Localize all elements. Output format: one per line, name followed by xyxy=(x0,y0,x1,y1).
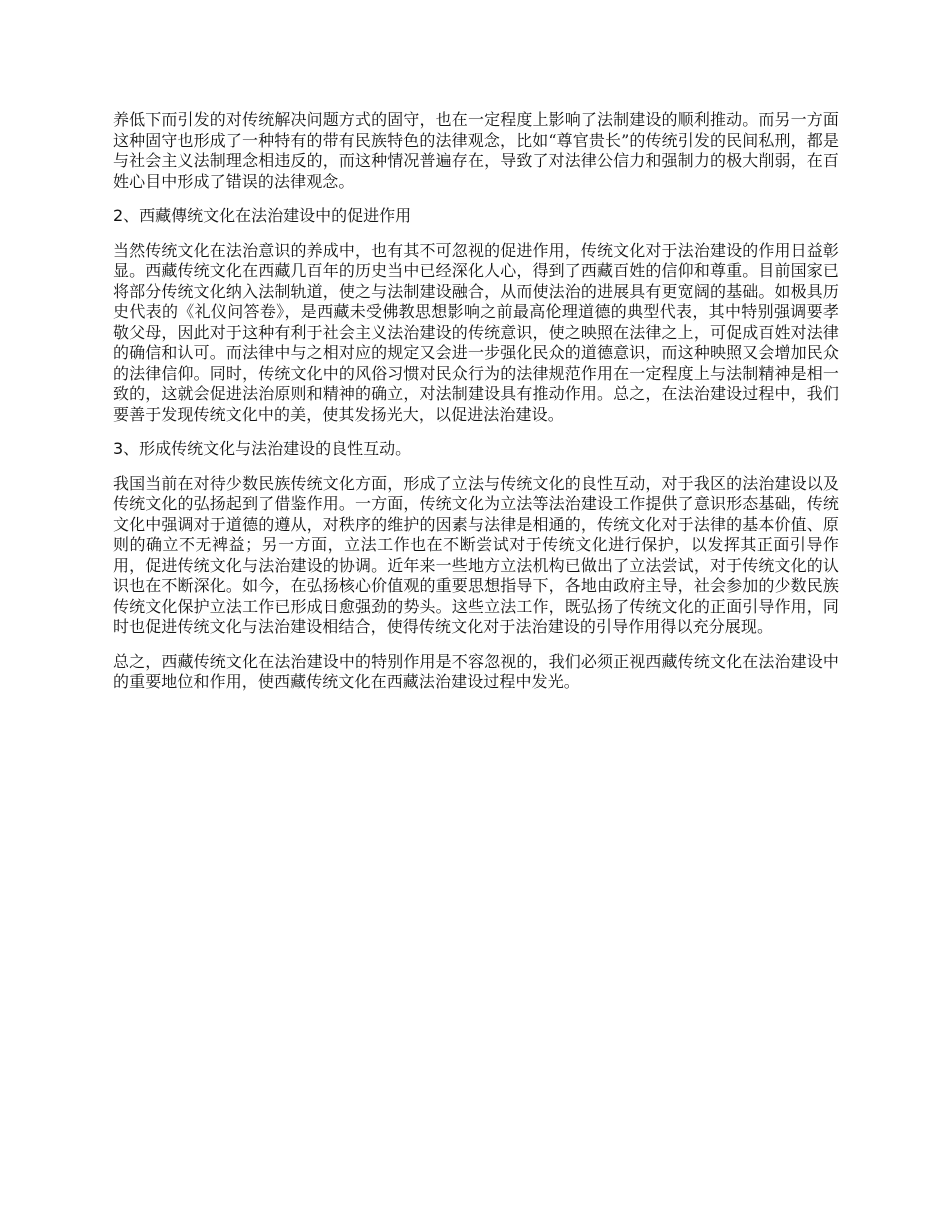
paragraph-continuation: 养低下而引发的对传统解决问题方式的固守，也在一定程度上影响了法制建设的顺利推动。而另一方面这种固守也形成了一种特有的带有民族特色的法律观念，比如“尊官贵长”的传统引发的民间私刑，都是与社会主义法制理念相违反的，而这种情况普遍存在，导致了对法律公信力和强制力的极大削弱，在百姓心目中形成了错误的法律观念。 xyxy=(113,110,839,191)
paragraph-promotion-role: 当然传统文化在法治意识的养成中，也有其不可忽视的促进作用，传统文化对于法治建设的作用日益彰显。西藏传统文化在西藏几百年的历史当中已经深化人心，得到了西藏百姓的信仰和尊重。目前国家已将部分传统文化纳入法制轨道，使之与法制建设融合，从而使法治的进展具有更宽阔的基础。如极具历史代表的《礼仪问答卷》，是西藏未受佛教思想影响之前最高伦理道德的典型代表，其中特别强调要孝敬父母，因此对于这种有利于社会主义法治建设的传统意识，使之映照在法律之上，可促成百姓对法律的确信和认可。而法律中与之相对应的规定又会进一步强化民众的道德意识，而这种映照又会增加民众的法律信仰。同时，传统文化中的风俗习惯对民众行为的法律规范作用在一定程度上与法制精神是相一致的，这就会促进法治原则和精神的确立，对法制建设具有推动作用。总之，在法治建设过程中，我们要善于发现传统文化中的美，使其发扬光大，以促进法治建设。 xyxy=(113,240,839,424)
paragraph-conclusion: 总之，西藏传统文化在法治建设中的特别作用是不容忽视的，我们必须正视西藏传统文化在法治建设中的重要地位和作用，使西藏传统文化在西藏法治建设过程中发光。 xyxy=(113,651,839,691)
document-page xyxy=(113,110,839,707)
section-heading-2: 2、西藏傳统文化在法治建设中的促进作用 xyxy=(113,206,412,225)
paragraph-positive-interaction: 我国当前在对待少数民族传统文化方面，形成了立法与传统文化的良性互动，对于我区的法治建设以及传统文化的弘扬起到了借鉴作用。一方面，传统文化为立法等法治建设工作提供了意识形态基础，传统文化中强调对于道德的遵从，对秩序的维护的因素与法律是相通的，传统文化对于法律的基本价值、原则的确立不无裨益；另一方面，立法工作也在不断尝试对于传统文化进行保护，以发挥其正面引导作用，促进传统文化与法治建设的协调。近年来一些地方立法机构已做出了立法尝试，对于传统文化的认识也在不断深化。如今，在弘扬核心价值观的重要思想指导下，各地由政府主导，社会参加的少数民族传统文化保护立法工作已形成日愈强劲的势头。这些立法工作，既弘扬了传统文化的正面引导作用，同时也促进传统文化与法治建设相结合，使得传统文化对于法治建设的引导作用得以充分展现。 xyxy=(113,473,839,636)
section-heading-3: 3、形成传统文化与法治建设的良性互动。 xyxy=(113,439,412,458)
